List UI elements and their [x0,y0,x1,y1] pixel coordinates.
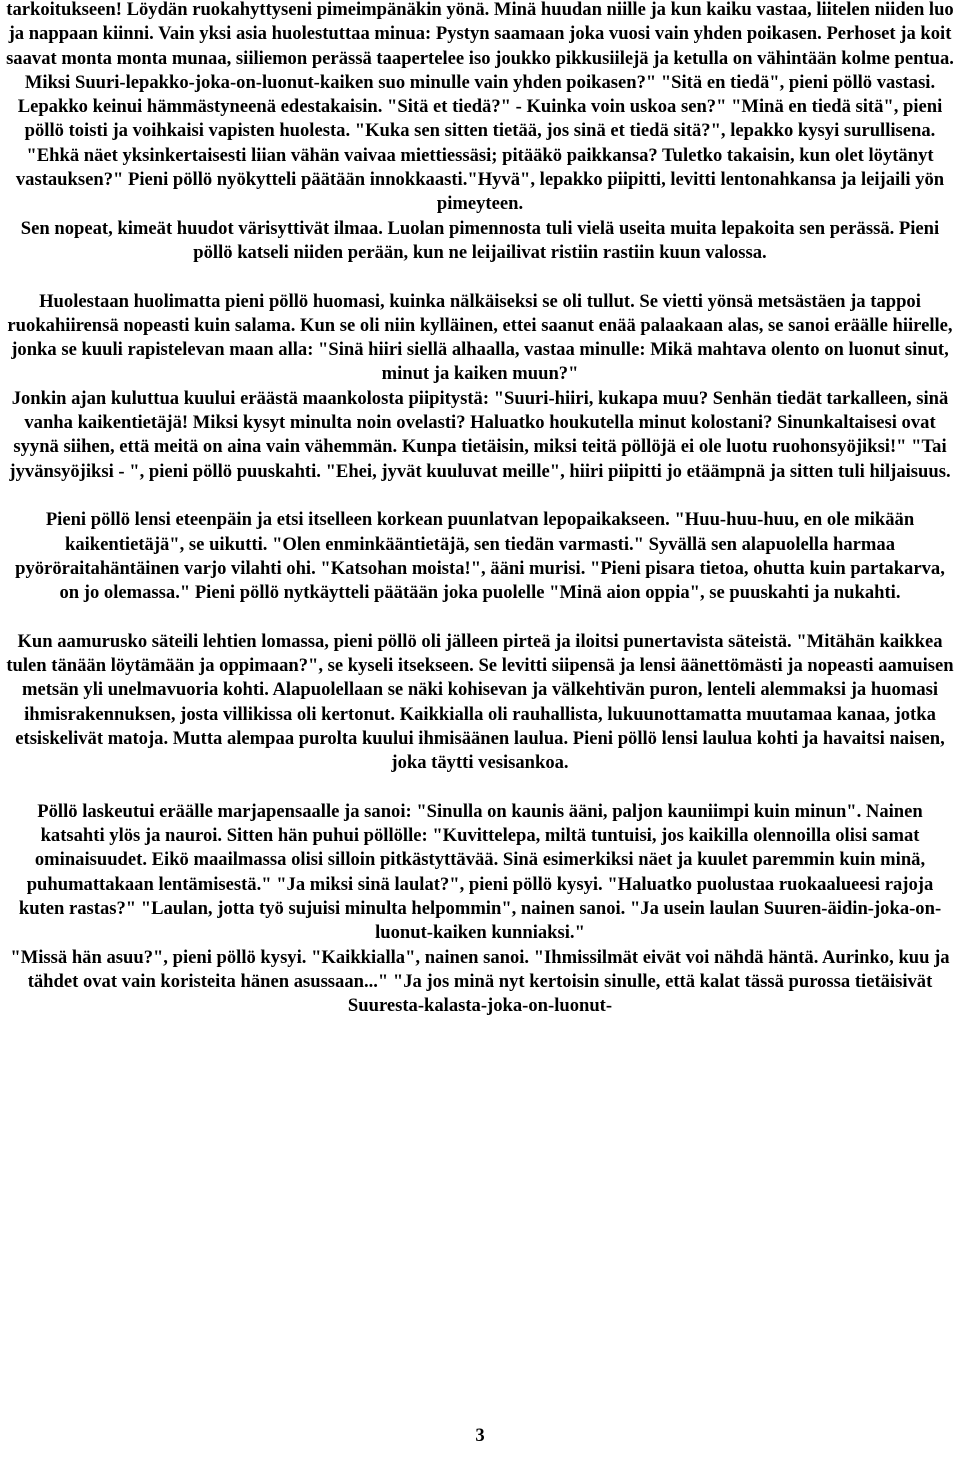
paragraph-morning-flight: Kun aamurusko säteili lehtien lomassa, pieni pöllö oli jälleen pirteä ja iloitsi punertavista säteistä. "Mitähän kaikkea tulen tänään löytämään ja oppimaan?", se kyseli itsekseen. Se levitti siipensä ja lensi äänettömästi ja nopeasti aamuisen metsän yli unelmavuoria kohti. Alapuolellaan se näki kohisevan ja välkehtivän puron, lenteli alemmaksi ja huomasi ihmisrakennuksen, josta villikissa oli kertonut. Kaikkialla oli rauhallista, lukuunottamatta muutamaa kanaa, jotka etsiskelivät matoja. Mutta alempaa purolta kuului ihmisäänen laulua. Pieni pöllö lensi laulua kohti ja havaitsi naisen, joka täytti vesisankoa. [6,630,954,774]
paragraph-owl-hunting: Huolestaan huolimatta pieni pöllö huomasi, kuinka nälkäiseksi se oli tullut. Se vietti yönsä metsästäen ja tappoi ruokahiirensä nopeasti kuin salama. Kun se oli niin kylläinen, ettei saanut enää palaakaan alas, se sanoi eräälle hiirelle, jonka se kuuli rapistelevan maan alla: "Sinä hiiri siellä alhaalla, vastaa minulle: Mikä mahtava olento on luonut sinut, minut ja kaiken muun?" [7,290,953,385]
paragraph-gap [4,265,956,289]
paragraph-gap [4,484,956,508]
paragraph-woman-song: Pöllö laskeutui eräälle marjapensaalle ja sanoi: "Sinulla on kaunis ääni, paljon kauniimpi kuin minun". Nainen katsahti ylös ja nauroi. Sitten hän puhui pöllölle: "Kuvittelepa, miltä tuntuisi, jos kaikilla olennoilla olisi samat ominaisuudet. Eikö maailmassa olisi silloin pitkästyttävää. Sinä esimerkiksi näet ja kuulet paremmin kuin minä, puhumattakaan lentämisestä." "Ja miksi sinä laulat?", pieni pöllö kysyi. "Haluatko puolustaa ruokaalueesi rajoja kuten rastas?" "Laulan, jotta työ sujuisi minulta helpommin", nainen sanoi. "Ja usein laulan Suuren-äidin-joka-on-luonut-kaiken kunniaksi." [18,800,942,944]
paragraph-bat-screeches: Sen nopeat, kimeät huudot värisyttivät ilmaa. Luolan pimennosta tuli vielä useita muita lepakoita sen perässä. Pieni pöllö katseli niiden perään, kun ne leijailivat ristiin rastiin kuun valossa. [20,217,940,263]
paragraph-gap [4,776,956,800]
page-number: 3 [475,1425,485,1446]
paragraph-bat-dialogue: tarkoitukseen! Löydän ruokahyttyseni pimeimpänäkin yönä. Minä huudan niille ja kun kaiku vastaa, liitelen niiden luo ja nappaan kiinni. Vain yksi asia huolestuttaa minua: Pystyn saamaan joka vuosi vain yhden poikasen. Perhoset ja koit saavat monta monta munaa, siiliemon perässä taapertelee iso joukko pikkusiilejä ja ketulla on vähintään kolme pentua. Miksi Suuri-lepakko-joka-on-luonut-kaiken suo minulle vain yhden poikasen?" "Sitä en tiedä", pieni pöllö vastasi. Lepakko keinui hämmästyneenä edestakaisin. "Sitä et tiedä?" - Kuinka voin uskoa sen?" "Minä en tiedä sitä", pieni pöllö toisti ja voihkaisi vapisten huolesta. "Kuka sen sitten tietää, jos sinä et tiedä sitä?", lepakko kysyi surullisena. "Ehkä näet yksinkertaisesti liian vähän vaivaa miettiessäsi; pitääkö paikkansa? Tuletko takaisin, kun olet löytänyt vastauksen?" Pieni pöllö nyökytteli päätään innokkaasti."Hyvä", lepakko piipitti, levitti lentonahkansa ja leijaili yön pimeyteen. [6,0,954,215]
paragraph-owl-rest: Pieni pöllö lensi eteenpäin ja etsi itselleen korkean puunlatvan lepopaikakseen. "Huu-huu-huu, en ole mikään kaikentietäjä", se uikutti. "Olen enminkääntietäjä, sen tiedän varmasti." Syvällä sen alapuolella harmaa pyöröraitahäntäinen varjo vilahti ohi. "Katsohan moista!", ääni murisi. "Pieni pisara tietoa, ohutta kuin partakarva, on jo olemassa." Pieni pöllö nytkäytteli päätään joka puolelle "Minä aion oppia", se puuskahti ja nukahti. [15,509,945,604]
paragraph-great-mother: "Missä hän asuu?", pieni pöllö kysyi. "Kaikkialla", nainen sanoi. "Ihmissilmät eivät voi nähdä häntä. Aurinko, kuu ja tähdet ovat vain koristeita hänen asussaan..." "Ja jos minä nyt kertoisin sinulle, että kalat tässä purossa tietäisivät Suuresta-kalasta-joka-on-luonut- [10,946,950,1017]
body-text [4,0,956,1018]
paragraph-mouse-reply: Jonkin ajan kuluttua kuului eräästä maankolosta piipitystä: "Suuri-hiiri, kukapa muu? Senhän tiedät tarkalleen, sinä vanha kaikentietäjä! Miksi kysyt minulta noin ovelasti? Haluatko houkutella minut kolostani? Sinunkaltaisesi ovat syynä siihen, että meitä on aina vain vähemmän. Kunpa tietäisin, miksi teitä pöllöjä ei ole luotu ruohonsyöjiksi!" "Tai jyvänsyöjiksi - ", pieni pöllö puuskahti. "Ehei, jyvät kuuluvat meille", hiiri piipitti jo etäämpnä ja sitten tuli hiljaisuus. [9,387,951,482]
paragraph-gap [4,605,956,629]
